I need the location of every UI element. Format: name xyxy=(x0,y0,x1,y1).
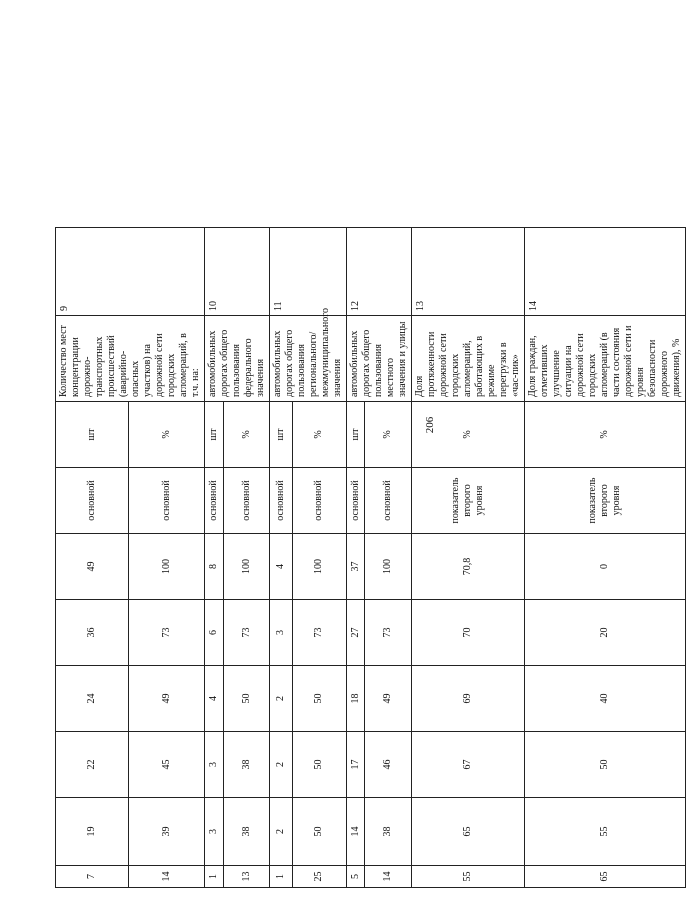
value-cell: 3 xyxy=(270,600,293,666)
value-cell: 73 xyxy=(129,600,205,666)
value-cell: 50 xyxy=(292,798,346,866)
value-cell: 37 xyxy=(347,534,365,600)
value-cell: 55 xyxy=(412,866,525,888)
value-cell: 50 xyxy=(292,732,346,798)
indicator-kind-cell: основной xyxy=(56,468,129,534)
value-cell: 38 xyxy=(224,732,270,798)
value-cell: 67 xyxy=(412,732,525,798)
indicator-kind-cell: основной xyxy=(270,468,293,534)
indicator-name-cell: Доля граждан, отметивших улучшение ситуации на дорожной сети городских агломераций (в части состояния дорожной сети и уровня безопасности дорожного движения), % xyxy=(525,316,686,402)
value-cell: 49 xyxy=(129,666,205,732)
value-cell: 36 xyxy=(56,600,129,666)
table-row xyxy=(270,49,293,888)
table-row xyxy=(292,49,346,888)
unit-cell: шт xyxy=(347,402,365,468)
value-cell: 3 xyxy=(205,798,224,866)
indicator-name-cell: Количество мест концентрации дорожно-транспортных происшествий (аварийно-опасных участков) на дорожной сети городских агломераций, в т.ч. на: xyxy=(56,316,205,402)
table-body xyxy=(56,49,686,888)
unit-cell: % xyxy=(525,402,686,468)
row-number-cell: 12 xyxy=(347,228,412,316)
value-cell: 70,8 xyxy=(412,534,525,600)
table-row xyxy=(347,49,365,888)
value-cell: 100 xyxy=(292,534,346,600)
value-cell: 5 xyxy=(347,866,365,888)
value-cell: 25 xyxy=(292,866,346,888)
row-number-cell: 11 xyxy=(270,228,347,316)
value-cell: 100 xyxy=(129,534,205,600)
value-cell: 38 xyxy=(224,798,270,866)
value-cell: 6 xyxy=(205,600,224,666)
unit-cell: шт xyxy=(270,402,293,468)
value-cell: 14 xyxy=(365,866,412,888)
value-cell: 49 xyxy=(56,534,129,600)
unit-cell: шт xyxy=(205,402,224,468)
table-row xyxy=(56,49,129,888)
indicator-name-cell: Доля протяженности дорожной сети городских агломераций, работающих в режиме перегрузки в «час-пик» xyxy=(412,316,525,402)
value-cell: 4 xyxy=(270,534,293,600)
value-cell: 50 xyxy=(292,666,346,732)
row-number-cell: 10 xyxy=(205,228,270,316)
row-number-cell: 9 xyxy=(56,228,205,316)
table-row xyxy=(412,49,525,888)
value-cell: 14 xyxy=(129,866,205,888)
indicator-name-cell: автомобильных дорогах общего пользования регионального/ межмуниципального значения xyxy=(270,316,347,402)
indicator-kind-cell: основной xyxy=(205,468,224,534)
indicator-kind-cell: основной xyxy=(224,468,270,534)
value-cell: 7 xyxy=(56,866,129,888)
table-row xyxy=(224,49,270,888)
table-row xyxy=(525,49,686,888)
value-cell: 46 xyxy=(365,732,412,798)
value-cell: 0 xyxy=(525,534,686,600)
indicator-kind-cell: основной xyxy=(129,468,205,534)
indicator-kind-cell: показатель второго уровня xyxy=(412,468,525,534)
value-cell: 8 xyxy=(205,534,224,600)
value-cell: 20 xyxy=(525,600,686,666)
value-cell: 100 xyxy=(365,534,412,600)
value-cell: 100 xyxy=(224,534,270,600)
value-cell: 24 xyxy=(56,666,129,732)
value-cell: 2 xyxy=(270,798,293,866)
indicators-table xyxy=(55,48,686,888)
indicator-name-cell: автомобильных дорогах общего пользования федерального значения xyxy=(205,316,270,402)
value-cell: 19 xyxy=(56,798,129,866)
indicator-kind-cell: основной xyxy=(365,468,412,534)
value-cell: 27 xyxy=(347,600,365,666)
indicator-kind-cell: показатель второго уровня xyxy=(525,468,686,534)
value-cell: 17 xyxy=(347,732,365,798)
value-cell: 22 xyxy=(56,732,129,798)
value-cell: 38 xyxy=(365,798,412,866)
value-cell: 65 xyxy=(412,798,525,866)
value-cell: 1 xyxy=(270,866,293,888)
unit-cell: % xyxy=(224,402,270,468)
unit-cell: % xyxy=(412,402,525,468)
value-cell: 40 xyxy=(525,666,686,732)
value-cell: 49 xyxy=(365,666,412,732)
value-cell: 55 xyxy=(525,798,686,866)
unit-cell: % xyxy=(292,402,346,468)
indicator-name-cell: автомобильных дорогах общего пользования местного значения и улицы xyxy=(347,316,412,402)
table-row xyxy=(129,49,205,888)
value-cell: 73 xyxy=(224,600,270,666)
table-row xyxy=(365,49,412,888)
value-cell: 3 xyxy=(205,732,224,798)
unit-cell: шт xyxy=(56,402,129,468)
value-cell: 14 xyxy=(347,798,365,866)
value-cell: 2 xyxy=(270,666,293,732)
value-cell: 4 xyxy=(205,666,224,732)
indicator-kind-cell: основной xyxy=(292,468,346,534)
page-number: 206 xyxy=(424,416,436,434)
table-row xyxy=(205,49,224,888)
value-cell: 73 xyxy=(365,600,412,666)
value-cell: 2 xyxy=(270,732,293,798)
value-cell: 45 xyxy=(129,732,205,798)
value-cell: 39 xyxy=(129,798,205,866)
value-cell: 50 xyxy=(525,732,686,798)
value-cell: 65 xyxy=(525,866,686,888)
value-cell: 1 xyxy=(205,866,224,888)
indicator-kind-cell: основной xyxy=(347,468,365,534)
value-cell: 70 xyxy=(412,600,525,666)
unit-cell: % xyxy=(365,402,412,468)
unit-cell: % xyxy=(129,402,205,468)
value-cell: 13 xyxy=(224,866,270,888)
value-cell: 69 xyxy=(412,666,525,732)
row-number-cell: 14 xyxy=(525,228,686,316)
row-number-cell: 13 xyxy=(412,228,525,316)
value-cell: 18 xyxy=(347,666,365,732)
value-cell: 50 xyxy=(224,666,270,732)
value-cell: 73 xyxy=(292,600,346,666)
